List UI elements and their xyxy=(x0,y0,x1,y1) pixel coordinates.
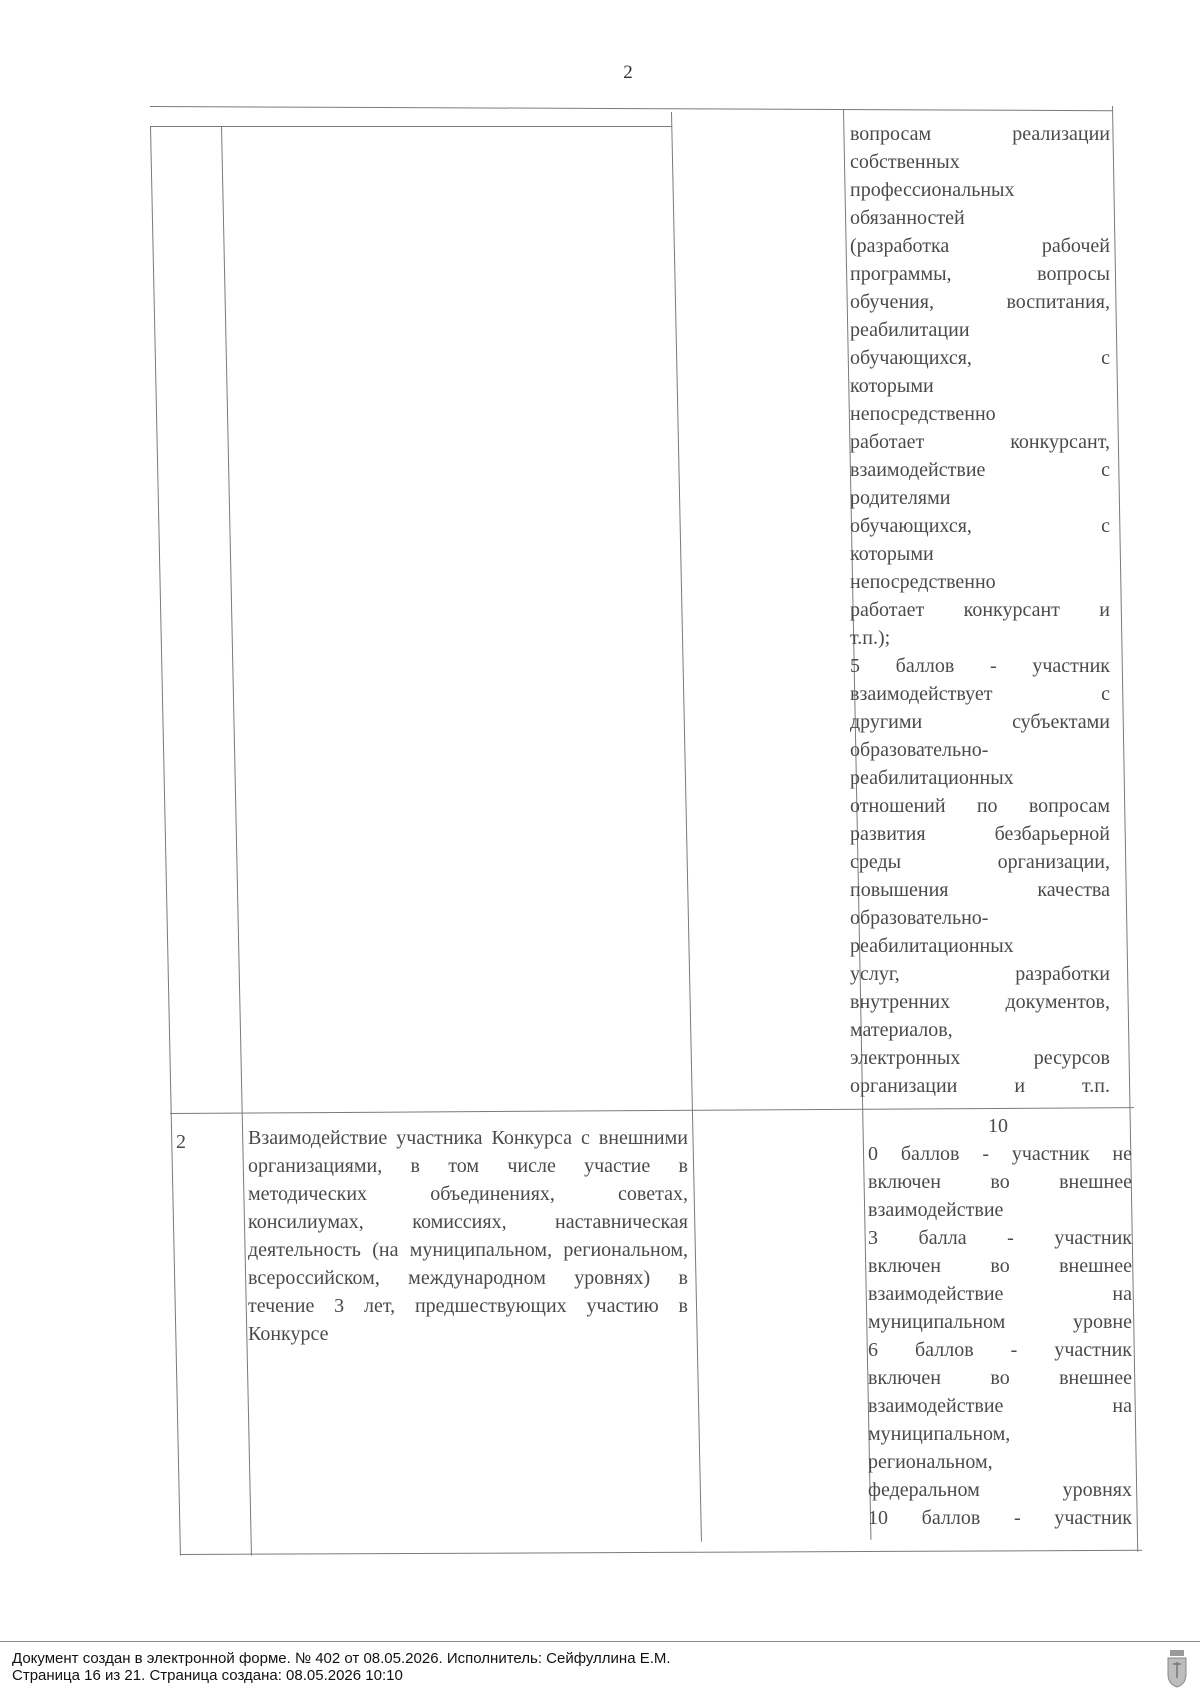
row1-criteria-line: организации и т.п. xyxy=(850,1075,1110,1097)
row2-criteria-line: 3 балла - участник xyxy=(868,1227,1132,1249)
footer-bar xyxy=(0,1641,1200,1699)
row2-criteria-cell xyxy=(868,1140,1132,1532)
row2-criteria-line: включен во внешнее xyxy=(868,1255,1132,1277)
row1-criteria-line: реабилитационных xyxy=(850,767,1014,789)
row1-criteria-line: услуг, разработки xyxy=(850,963,1110,985)
footer-text xyxy=(12,1650,671,1684)
row1-criteria-line: реабилитационных xyxy=(850,935,1014,957)
column-line-1 xyxy=(150,126,181,1556)
row1-criteria-line: родителями xyxy=(850,487,951,509)
row1-criteria-line: профессиональных xyxy=(850,179,1015,201)
row1-criteria-line: работает конкурсант и xyxy=(850,599,1110,621)
row1-criteria-line: собственных xyxy=(850,151,960,173)
row2-criteria-line: включен во внешнее xyxy=(868,1171,1132,1193)
row2-criteria-line: федеральном уровнях xyxy=(868,1479,1132,1501)
row1-criteria-line: вопросам реализации xyxy=(850,123,1110,145)
row2-criteria-line: 0 баллов - участник не xyxy=(868,1143,1132,1165)
row2-criteria-line: муниципальном уровне xyxy=(868,1311,1132,1333)
row1-criteria-line: повышения качества xyxy=(850,879,1110,901)
row1-criteria-line: обучающихся, с xyxy=(850,515,1110,537)
row1-criteria-line: другими субъектами xyxy=(850,711,1110,733)
row1-criteria-line: отношений по вопросам xyxy=(850,795,1110,817)
row1-criteria-line: обязанностей xyxy=(850,207,965,229)
row1-criteria-line: внутренних документов, xyxy=(850,991,1110,1013)
table-bottom-border xyxy=(180,1550,1142,1555)
row2-criteria-line: 6 баллов - участник xyxy=(868,1339,1132,1361)
row2-criteria-line: взаимодействие на xyxy=(868,1395,1132,1417)
row1-criteria-line: работает конкурсант, xyxy=(850,431,1110,453)
row2-criteria-line: взаимодействие на xyxy=(868,1283,1132,1305)
table-inner-top-border xyxy=(150,126,672,127)
row2-number: 2 xyxy=(176,1131,186,1153)
row2-max-score: 10 xyxy=(988,1115,1008,1137)
row2-description: Взаимодействие участника Конкурса с внешними организациями, в том числе участие в методических объединениях, советах, консилиумах, комиссиях, наставническая деятельность (на муниципальном, региональном, всероссийском, международном уровнях) в течение 3 лет, предшествующих участию в Конкурсе xyxy=(248,1127,688,1345)
footer-line-2: Страница 16 из 21. Страница создана: 08.05.2026 10:10 xyxy=(12,1667,403,1684)
row2-criteria-line: региональном, xyxy=(868,1451,993,1473)
row1-criteria-line: электронных ресурсов xyxy=(850,1047,1110,1069)
footer-line-1: Документ создан в электронной форме. № 402 от 08.05.2026. Исполнитель: Сейфуллина Е.М. xyxy=(12,1650,671,1667)
row1-criteria-line: материалов, xyxy=(850,1019,953,1041)
row1-criteria-line: т.п.); xyxy=(850,627,891,649)
row1-criteria-line: реабилитации xyxy=(850,319,970,341)
row1-criteria-line: обучения, воспитания, xyxy=(850,291,1110,313)
row1-criteria-line: которыми xyxy=(850,543,934,565)
row1-criteria-line: непосредственно xyxy=(850,571,996,593)
page-number: 2 xyxy=(623,62,633,83)
row1-criteria-line: взаимодействует с xyxy=(850,683,1110,705)
row1-criteria-line: развития безбарьерной xyxy=(850,823,1110,845)
row1-criteria-cell xyxy=(850,120,1110,1100)
row2-criteria-line: муниципальном, xyxy=(868,1423,1011,1445)
table-top-border xyxy=(150,106,1112,111)
row1-criteria-line: обучающихся, с xyxy=(850,347,1110,369)
row1-criteria-line: образовательно- xyxy=(850,739,989,761)
row1-criteria-line: взаимодействие с xyxy=(850,459,1110,481)
row2-criteria-line: включен во внешнее xyxy=(868,1367,1132,1389)
coat-of-arms-icon xyxy=(1166,1648,1188,1688)
row1-criteria-line: программы, вопросы xyxy=(850,263,1110,285)
row1-criteria-line: 5 баллов - участник xyxy=(850,655,1110,677)
row2-criteria-line: 10 баллов - участник xyxy=(868,1507,1132,1529)
row1-criteria-line: (разработка рабочей xyxy=(850,235,1110,257)
row1-criteria-line: среды организации, xyxy=(850,851,1110,873)
row1-criteria-line: образовательно- xyxy=(850,907,989,929)
row1-criteria-line: непосредственно xyxy=(850,403,996,425)
row2-criteria-line: взаимодействие xyxy=(868,1199,1004,1221)
row1-criteria-line: которыми xyxy=(850,375,934,397)
